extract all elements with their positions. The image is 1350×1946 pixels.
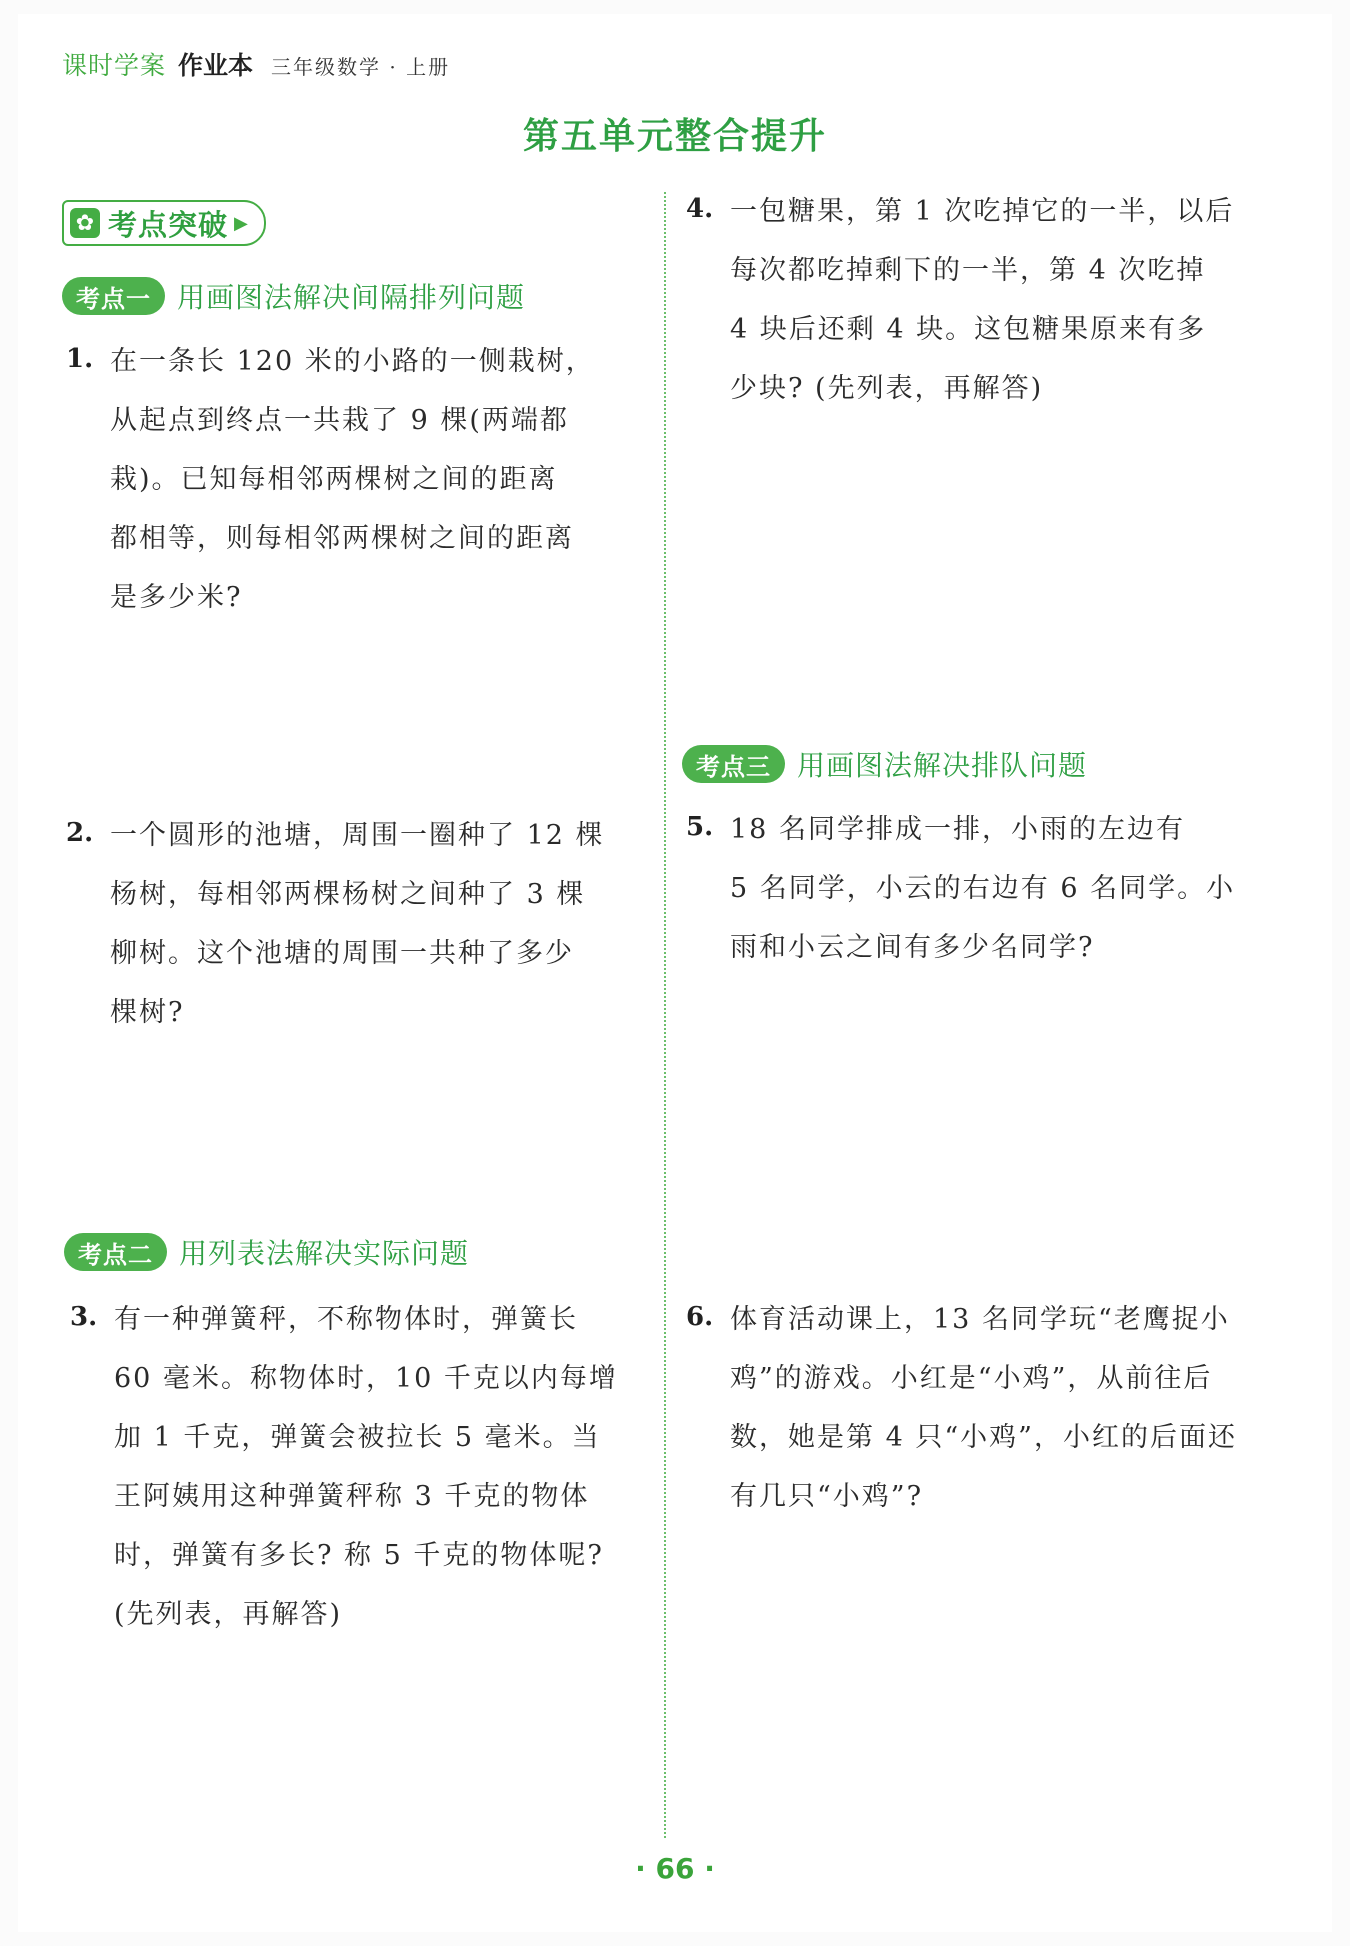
question-line: 鸡”的游戏。小红是“小鸡”，从前往后 [730, 1363, 1213, 1394]
question-line: 时，弹簧有多长? 称 5 千克的物体呢? [114, 1540, 604, 1571]
column-divider [664, 192, 666, 1838]
question-number: 3. [70, 1302, 98, 1332]
question-number: 6. [686, 1302, 714, 1332]
page-header [62, 46, 450, 82]
question-line: 杨树，每相邻两棵杨树之间种了 3 棵 [110, 879, 586, 910]
question-number: 2. [66, 818, 94, 848]
page-number: · 66 · [635, 1852, 715, 1885]
question-line: (先列表，再解答) [114, 1599, 343, 1630]
workbook-label: 作业本 [178, 51, 254, 80]
question-line: 在一条长 120 米的小路的一侧栽树， [110, 346, 595, 377]
arrow-right-icon: ▶ [234, 212, 248, 234]
grade-label: 三年级数学 · 上册 [271, 55, 451, 79]
keypoint-2-header [64, 1232, 469, 1272]
section-banner [62, 200, 266, 246]
section-label: 考点突破 [108, 207, 229, 242]
question-line: 有一种弹簧秤，不称物体时，弹簧长 [114, 1304, 578, 1335]
star-icon: ✿ [70, 208, 100, 238]
question-text [730, 182, 1234, 418]
question-line: 一个圆形的池塘，周围一圈种了 12 棵 [110, 820, 605, 851]
question-line: 5 名同学，小云的右边有 6 名同学。小 [730, 873, 1236, 904]
question-line: 每次都吃掉剩下的一半，第 4 次吃掉 [730, 255, 1206, 286]
question-line: 60 毫米。称物体时，10 千克以内每增 [114, 1363, 618, 1394]
question-text [730, 800, 1235, 977]
keypoint-tag: 考点一 [62, 277, 165, 315]
question-line: 少块? (先列表，再解答) [730, 373, 1044, 404]
keypoint-title: 用画图法解决排队问题 [797, 749, 1088, 782]
section-banner-box [62, 200, 266, 246]
question-line: 棵树? [110, 997, 185, 1028]
keypoint-1-header [62, 276, 525, 316]
question-text [730, 1290, 1237, 1526]
question-line: 加 1 千克，弹簧会被拉长 5 毫米。当 [114, 1422, 601, 1453]
keypoint-3-header [682, 744, 1087, 784]
question-line: 数，她是第 4 只“小鸡”，小红的后面还 [730, 1422, 1237, 1453]
question-line: 从起点到终点一共栽了 9 棵(两端都 [110, 405, 569, 436]
question-line: 18 名同学排成一排，小雨的左边有 [730, 814, 1185, 845]
question-number: 4. [686, 194, 714, 224]
question-number: 1. [66, 344, 94, 374]
keypoint-tag: 考点三 [682, 745, 785, 783]
keypoint-title: 用画图法解决间隔排列问题 [177, 281, 526, 314]
question-line: 雨和小云之间有多少名同学? [730, 932, 1095, 963]
keypoint-title: 用列表法解决实际问题 [179, 1237, 470, 1270]
question-text [110, 332, 595, 627]
question-line: 都相等，则每相邻两棵树之间的距离 [110, 523, 574, 554]
question-line: 栽)。已知每相邻两棵树之间的距离 [110, 464, 558, 495]
keypoint-tag: 考点二 [64, 1233, 167, 1271]
question-text [110, 806, 605, 1042]
question-line: 王阿姨用这种弹簧秤称 3 千克的物体 [114, 1481, 590, 1512]
question-text [114, 1290, 618, 1644]
question-line: 是多少米? [110, 582, 243, 613]
question-number: 5. [686, 812, 714, 842]
question-line: 一包糖果，第 1 次吃掉它的一半，以后 [730, 196, 1235, 227]
question-line: 柳树。这个池塘的周围一共种了多少 [110, 938, 574, 969]
question-line: 有几只“小鸡”? [730, 1481, 924, 1512]
question-line: 4 块后还剩 4 块。这包糖果原来有多 [730, 314, 1207, 345]
brand-label: 课时学案 [62, 51, 167, 80]
question-line: 体育活动课上，13 名同学玩“老鹰捉小 [730, 1304, 1230, 1335]
unit-title: 第五单元整合提升 [522, 116, 827, 157]
